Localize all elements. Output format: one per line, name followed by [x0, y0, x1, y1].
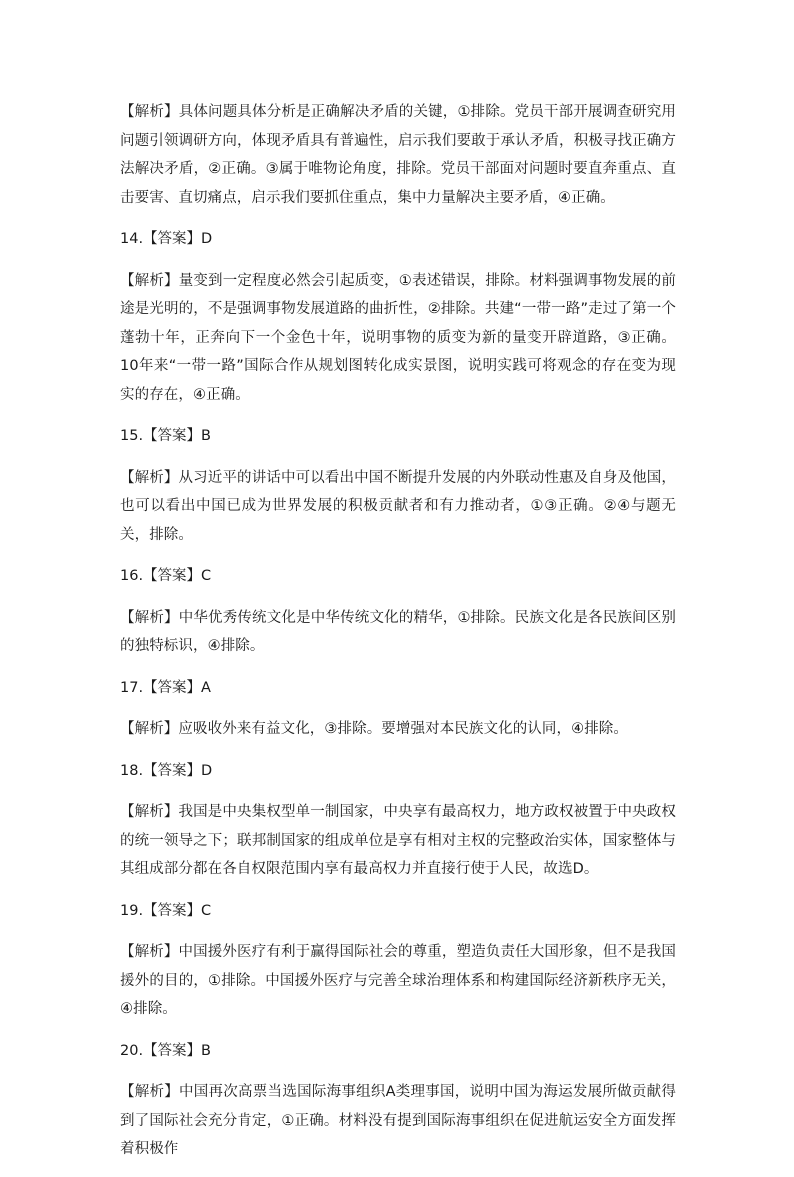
analysis-paragraph-15: 【解析】从习近平的讲话中可以看出中国不断提升发展的内外联动性惠及自身及他国，也可以看出中国已成为世界发展的积极贡献者和有力推动者，①③正确。②④与题无关，排除。 [120, 469, 676, 543]
answer-line-15: 15.【答案】B [120, 428, 212, 444]
analysis-paragraph-14: 【解析】量变到一定程度必然会引起质变，①表述错误，排除。材料强调事物发展的前途是光明的，不是强调事物发展道路的曲折性，②排除。共建“一带一路”走过了第一个蓬勃十年，正奔向下一个金色十年，说明事物的质变为新的量变开辟道路，③正确。10年来“一带一路”国际合作从规划图转化成实景图，说明实践可将观念的存在变为现实的存在，④正确。 [120, 272, 676, 403]
analysis-paragraph-18: 【解析】我国是中央集权型单一制国家，中央享有最高权力，地方政权被置于中央政权的统一领导之下；联邦制国家的组成单位是享有相对主权的完整政治实体，国家整体与其组成部分都在各自权限范围内享有最高权力并直接行使于人民，故选D。 [120, 804, 676, 877]
answer-line-19: 19.【答案】C [120, 902, 212, 919]
answer-line-17: 17.【答案】A [120, 679, 211, 696]
analysis-paragraph-20: 【解析】中国再次高票当选国际海事组织A类理事国，说明中国为海运发展所做贡献得到了国际社会充分肯定，①正确。材料没有提到国际海事组织在促进航运安全方面发挥着积极作 [120, 1084, 676, 1157]
answer-line-18: 18.【答案】D [120, 762, 213, 779]
answer-line-20: 20.【答案】B [120, 1042, 212, 1059]
analysis-paragraph-17: 【解析】应吸收外来有益文化，③排除。要增强对本民族文化的认同，④排除。 [120, 721, 628, 737]
answer-line-16: 16.【答案】C [120, 568, 212, 584]
analysis-paragraph-16: 【解析】中华优秀传统文化是中华传统文化的精华，①排除。民族文化是各民族间区别的独特标识，④排除。 [120, 609, 676, 654]
answer-line-14: 14.【答案】D [120, 231, 213, 247]
analysis-paragraph-13: 【解析】具体问题具体分析是正确解决矛盾的关键，①排除。党员干部开展调查研究用问题引领调研方向，体现矛盾具有普遍性，启示我们要敢于承认矛盾，积极寻找正确方法解决矛盾，②正确。③属于唯物论角度，排除。党员干部面对问题时要直奔重点、直击要害、直切痛点，启示我们要抓住重点，集中力量解决主要矛盾，④正确。 [120, 104, 676, 206]
answer-analysis-content [120, 98, 676, 1177]
analysis-paragraph-19: 【解析】中国援外医疗有利于赢得国际社会的尊重，塑造负责任大国形象，但不是我国援外的目的，①排除。中国援外医疗与完善全球治理体系和构建国际经济新秩序无关，④排除。 [120, 944, 676, 1017]
